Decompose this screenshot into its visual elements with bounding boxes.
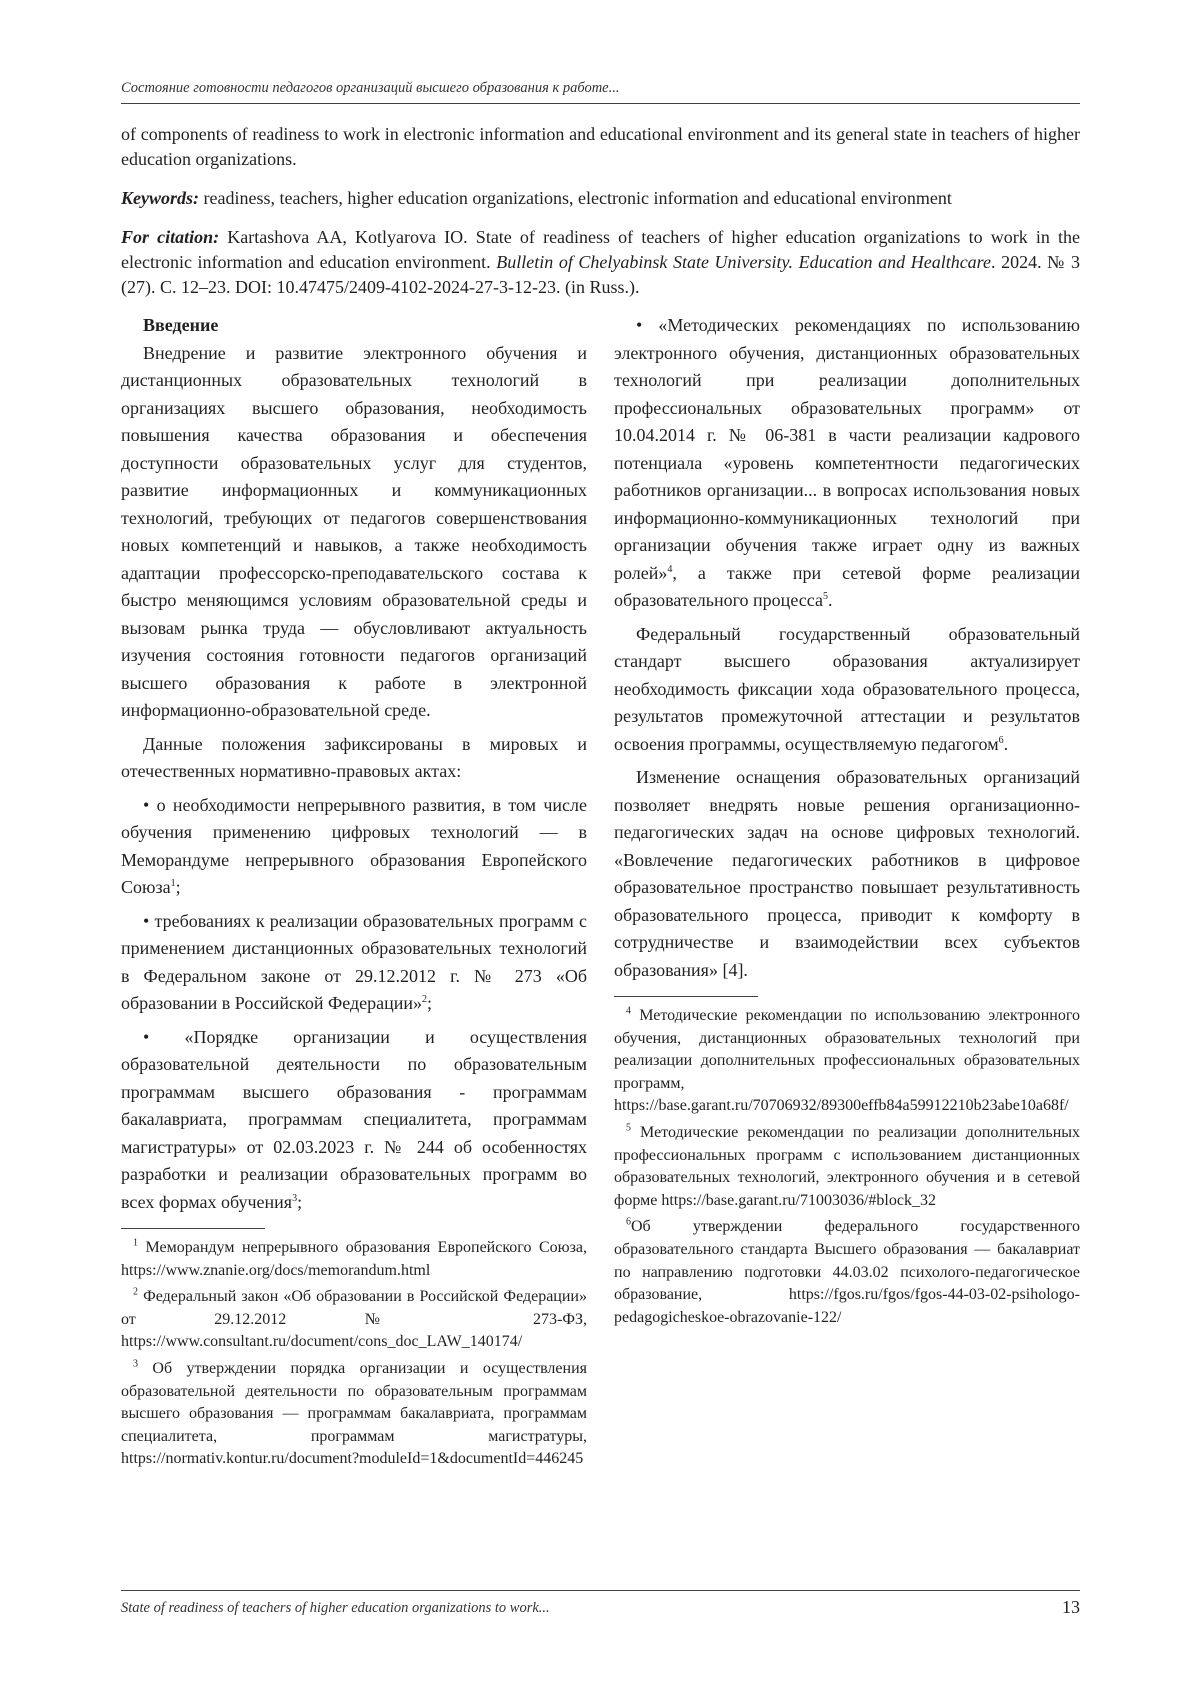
footnote-ref[interactable]: 3 (292, 1192, 298, 1204)
footnote (614, 1122, 1080, 1212)
citation-text-a: Kartashova AA, Kotlyarova IO. State of readiness of teachers of higher education organizations to work in the electronic information and education environment. (121, 227, 1080, 272)
header-rule (121, 103, 1080, 104)
footnote (614, 1216, 1080, 1329)
page-number: 13 (1062, 1597, 1080, 1617)
bullet-end: . (827, 590, 833, 610)
footnote-number: 3 (133, 1358, 138, 1370)
footnote (121, 1237, 587, 1282)
keywords-label: Keywords: (121, 188, 199, 208)
citation-line (121, 225, 1080, 300)
bullet-text: • «Методических рекомендациях по использованию электронного обучения, дистанционных образовательных технологий при реализации дополнительных профессиональных образовательных программ» от 10.04.2014 г. № 06-381 в части реализации кадрового потенциала «уровень компетентности педагогических работников организации... в вопросах использования новых информационно-коммуникационных технологий при организации обучения также играет одну из важных ролей» (614, 315, 1080, 583)
bullet-text: • требованиях к реализации образовательных программ с применением дистанционных образовательных технологий в Федеральном законе от 29.12.2012 г. № 273 «Об образовании в Российской Федерации» (121, 910, 587, 1013)
keywords-text: readiness, teachers, higher education organizations, electronic information and educational environment (199, 188, 952, 208)
footnote (121, 1358, 587, 1471)
footnote-ref[interactable]: 2 (422, 994, 428, 1005)
intro-paragraph: Внедрение и развитие электронного обучения и дистанционных образовательных технологий в организациях высшего образования, необходимость повышения качества образования и обеспечения доступности образовательных услуг для студентов, развитие информационных и коммуникационных технологий, требующих от педагогов совершенствования новых компетенций и навыков, а также необходимость адаптации профессорско-преподавательского состава к быстро меняющимся условиям образовательной среды и вызовам рынка труда — обусловливают актуальность изучения состояния готовности педагогов организаций высшего образования к работе в электронной информационно-образовательной среде. (121, 342, 587, 720)
footnote-number: 5 (626, 1122, 631, 1134)
acts-paragraph: Данные положения зафиксированы в мировых и отечественных нормативно-правовых актах: (121, 733, 587, 781)
footnote-rule (614, 996, 758, 997)
paragraph-text: Федеральный государственный образовательный стандарт высшего образования актуализирует необходимость фиксации хода образовательного процесса, результатов промежуточной аттестации и результатов освоения программы, осуществляемую педагогом (614, 623, 1080, 754)
footnote-rule (121, 1228, 265, 1229)
bullet-end: ; (427, 993, 433, 1013)
footnotes-left (121, 1237, 587, 1471)
bullet-end: ; (297, 1191, 303, 1212)
footnote-ref[interactable]: 5 (822, 591, 828, 602)
abstract-continuation: of components of readiness to work in electronic information and educational environment and its general state in teachers of higher education organizations. (121, 124, 1080, 169)
running-header: Состояние готовности педагогов организаций высшего образования к работе... (121, 80, 620, 96)
footnote-text: Методические рекомендации по использованию электронного обучения, дистанционных образовательных технологий при реализации дополнительных профессиональных образовательных программ, https://base.garant.ru/70706932/89300effb84a59912210b23abe10a68f/ (614, 1007, 1080, 1115)
section-heading: Введение (143, 315, 219, 335)
bullet-text-cont: , а также при сетевой форме реализации образовательного процесса (614, 562, 1080, 610)
citation-journal: Bulletin of Chelyabinsk State University. Education and Healthcare (496, 252, 992, 272)
footnote-text: Методические рекомендации по реализации дополнительных профессиональных программ с использованием дистанционных образовательных технологий, электронного обучения и в сетевой форме https://base.garant.ru/71003036/#block_32 (614, 1123, 1080, 1209)
footnote-number: 2 (133, 1286, 138, 1298)
bullet-end: ; (175, 877, 181, 897)
footnote-number: 1 (133, 1237, 138, 1249)
footnote-text: Об утверждении порядка организации и осуществления образовательной деятельности по образовательным программам высшего образования — программам бакалавриата, программам специалитета, программам магистратуры, https://normativ.kontur.ru/document?moduleId=1&documentId=446245 (121, 1359, 587, 1468)
bullet-text: • «Порядке организации и осуществления образовательной деятельности по образовательным программам высшего образования - программам бакалавриата, программам специалитета, программам магистратуры» от 02.03.2023 г. № 244 об особенностях разработки и реализации образовательных программ во всех формах обучения (121, 1026, 587, 1212)
keywords-line (121, 186, 1080, 211)
right-column (614, 312, 1080, 1333)
footnote (121, 1286, 587, 1354)
paragraph-end: . (1003, 733, 1009, 754)
footnote-ref[interactable]: 6 (998, 734, 1004, 746)
footnote-text: Федеральный закон «Об образовании в Российской Федерации» от 29.12.2012 № 273-ФЗ, https://www.consultant.ru/document/cons_doc_LAW_140174/ (121, 1288, 587, 1351)
equipment-paragraph: Изменение оснащения образовательных организаций позволяет внедрять новые решения организационно-педагогических задач на основе цифровых технологий. «Вовлечение педагогических работников в цифровое образовательное пространство повышает результативность образовательного процесса, приводит к комфорту в сотрудничестве и взаимодействии всех субъектов образования» [4]. (614, 767, 1080, 980)
footnote-number: 6 (626, 1217, 631, 1229)
abstract-block (121, 122, 1080, 314)
footnote-ref[interactable]: 4 (667, 563, 673, 575)
bullet-item (614, 312, 1080, 615)
citation-text-b: . 2024. № 3 (27). С. 12–23. DOI: 10.47475/2409-4102-2024-27-3-12-23. (in Russ.). (121, 252, 1080, 297)
footnotes-right (614, 1005, 1080, 1329)
bullet-item (121, 792, 587, 902)
footnote-text: Меморандум непрерывного образования Европейского Союза, https://www.znanie.org/docs/memorandum.html (121, 1239, 587, 1279)
footnote-text: Об утверждении федерального государственного образовательного стандарта Высшего образования — бакалавриат по направлению подготовки 44.03.02 психолого-педагогическое образование, https://fgos.ru/fgos/fgos-44-03-02-psihologo-pedagogicheskoe-obrazovanie-122/ (614, 1218, 1080, 1326)
footer-rule (121, 1590, 1080, 1591)
bullet-item (121, 908, 587, 1018)
footnote (614, 1005, 1080, 1118)
citation-label: For citation: (121, 227, 220, 247)
footnote-ref[interactable]: 1 (170, 878, 176, 889)
fgos-paragraph (614, 621, 1080, 759)
running-footer: State of readiness of teachers of higher education organizations to work... (121, 1600, 550, 1616)
bullet-item (121, 1024, 587, 1217)
footnote-number: 4 (626, 1005, 631, 1017)
bullet-text: • о необходимости непрерывного развития, в том числе обучения применению цифровых технологий — в Меморандуме непрерывного образования Европейского Союза (121, 794, 587, 897)
left-column (121, 312, 587, 1475)
